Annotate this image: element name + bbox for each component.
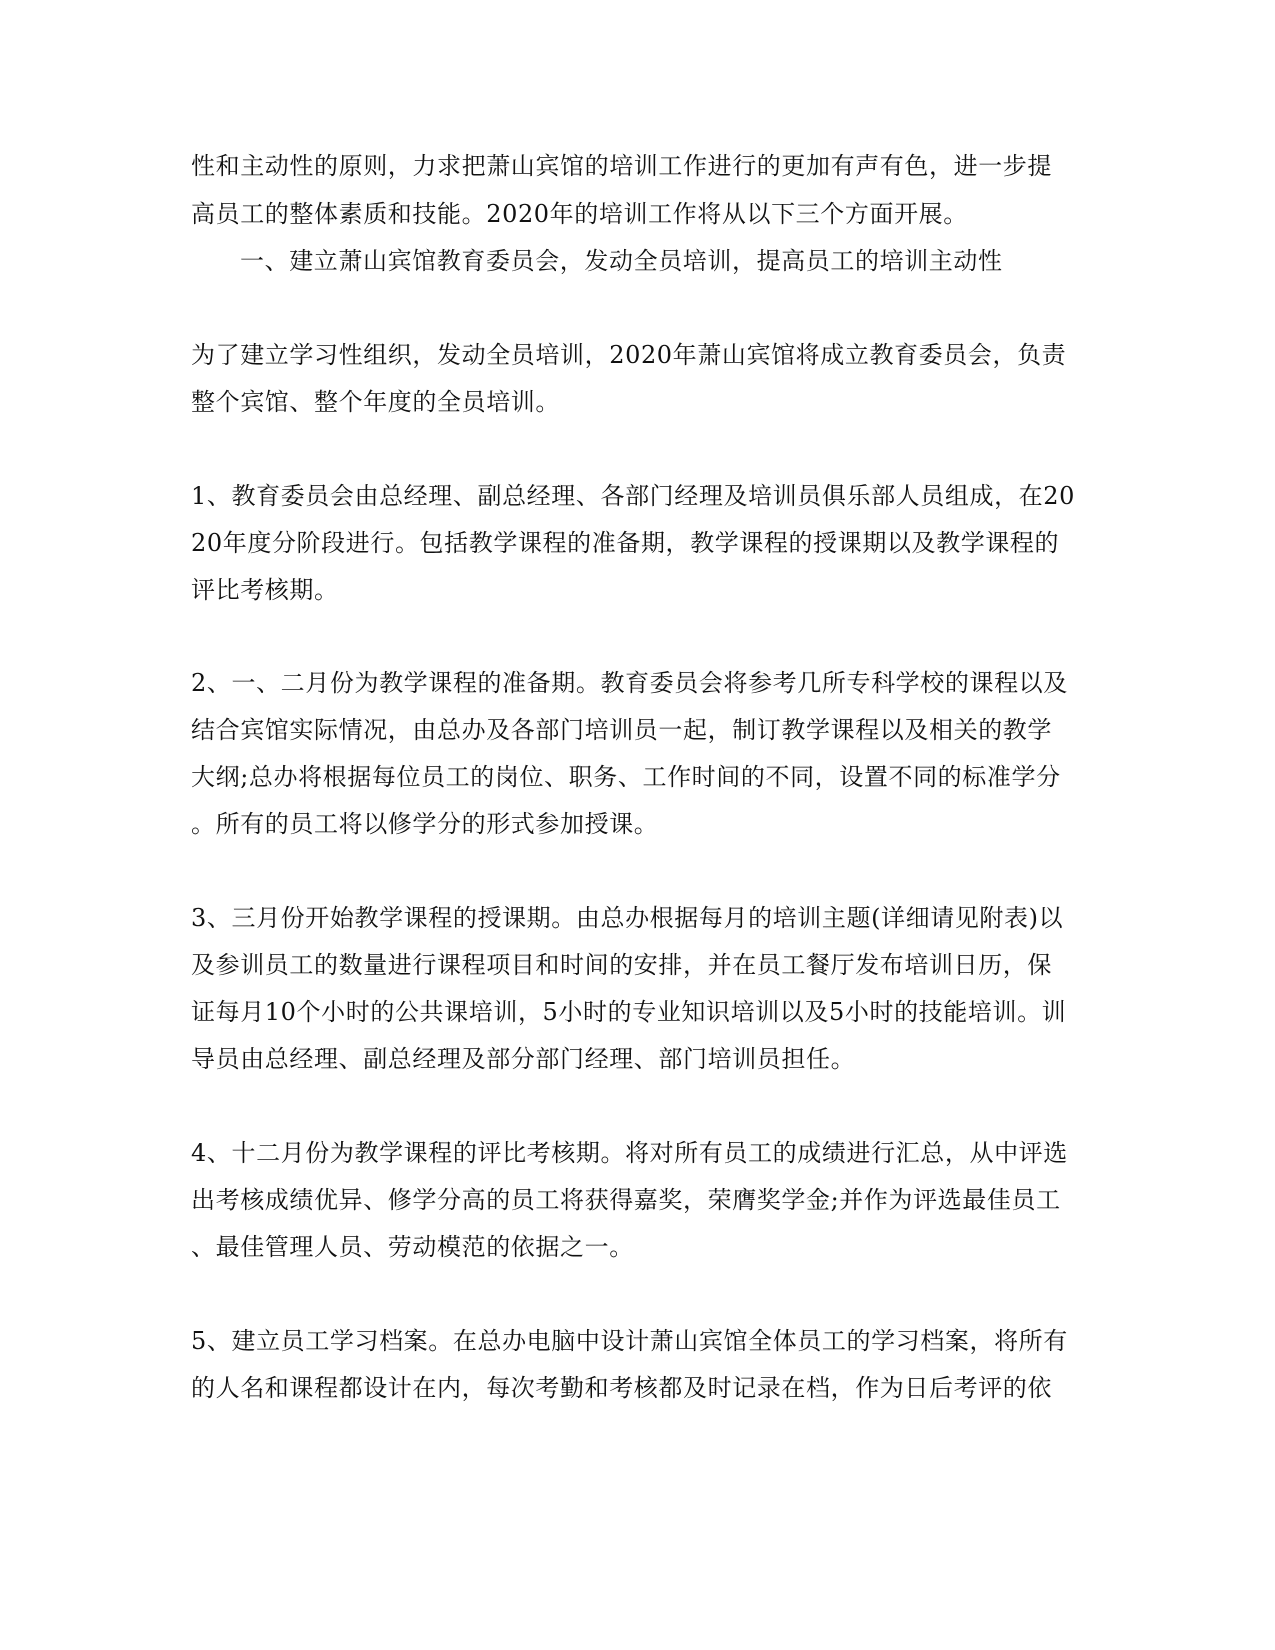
list-item-line: 5、建立员工学习档案。在总办电脑中设计萧山宾馆全体员工的学习档案，将所有 [191,1327,1068,1355]
list-item-line: 出考核成绩优异、修学分高的员工将获得嘉奖，荣膺奖学金;并作为评选最佳员工 [191,1186,1061,1214]
list-item-line: 。所有的员工将以修学分的形式参加授课。 [191,810,659,838]
list-item-line: 2、一、二月份为教学课程的准备期。教育委员会将参考几所专科学校的课程以及 [191,669,1068,697]
list-item-line: 导员由总经理、副总经理及部分部门经理、部门培训员担任。 [191,1045,856,1073]
list-item-line: 4、十二月份为教学课程的评比考核期。将对所有员工的成绩进行汇总，从中评选 [191,1139,1068,1167]
list-item-line: 1、教育委员会由总经理、副总经理、各部门经理及培训员俱乐部人员组成，在20 [191,482,1076,510]
list-item-line: 结合宾馆实际情况，由总办及各部门培训员一起，制订教学课程以及相关的教学 [191,716,1052,744]
section-heading: 一、建立萧山宾馆教育委员会，发动全员培训，提高员工的培训主动性 [240,247,1003,275]
list-item-line: 大纲;总办将根据每位员工的岗位、职务、工作时间的不同，设置不同的标准学分 [191,763,1061,791]
list-item-line: 、最佳管理人员、劳动模范的依据之一。 [191,1233,634,1261]
body-text-line: 性和主动性的原则，力求把萧山宾馆的培训工作进行的更加有声有色，进一步提 [191,152,1052,180]
list-item-line: 的人名和课程都设计在内，每次考勤和考核都及时记录在档，作为日后考评的依 [191,1374,1052,1402]
list-item-line: 评比考核期。 [191,576,339,604]
body-text-line: 高员工的整体素质和技能。2020年的培训工作将从以下三个方面开展。 [191,200,968,228]
body-text-line: 整个宾馆、整个年度的全员培训。 [191,388,560,416]
list-item-line: 及参训员工的数量进行课程项目和时间的安排，并在员工餐厅发布培训日历，保 [191,951,1052,979]
body-text-line: 为了建立学习性组织，发动全员培训，2020年萧山宾馆将成立教育委员会，负责 [191,341,1067,369]
list-item-line: 证每月10个小时的公共课培训，5小时的专业知识培训以及5小时的技能培训。训 [191,998,1067,1026]
list-item-line: 3、三月份开始教学课程的授课期。由总办根据每月的培训主题(详细请见附表)以 [191,904,1064,932]
list-item-line: 20年度分阶段进行。包括教学课程的准备期，教学课程的授课期以及教学课程的 [191,529,1060,557]
